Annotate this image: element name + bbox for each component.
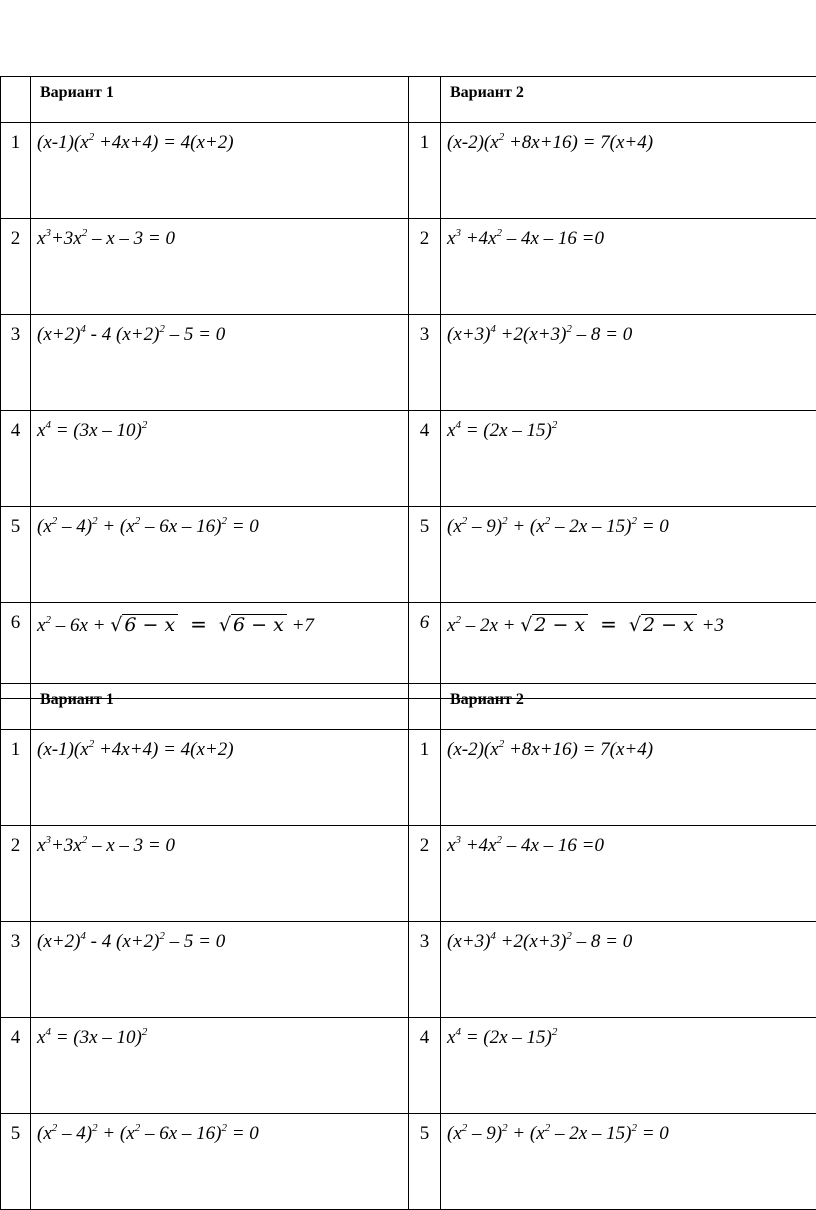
empty-cell (1, 77, 31, 123)
equation: $(x-2)(x^2 +8x+16) = 7(x+4)$ (441, 123, 816, 219)
task-row (1, 411, 816, 507)
header-row (1, 77, 816, 123)
equation: $(x+2)^4 - 4$ $(x+2)^2 - 5 = 0$ (31, 315, 409, 411)
header-row (1, 684, 816, 730)
task-number: 1 (409, 123, 441, 219)
task-number: 4 (409, 411, 441, 507)
variant-1-header: Вариант 1 (31, 684, 409, 730)
equation: $(x-1)(x^2 +4x+4) = 4(x+2)$ (31, 123, 409, 219)
task-number: 4 (1, 411, 31, 507)
task-row (1, 826, 816, 922)
equation: $x^4 = (3x - 10)^2$ (31, 1018, 409, 1114)
task-number: 2 (1, 826, 31, 922)
task-row (1, 123, 816, 219)
variant-2-header: Вариант 2 (441, 684, 816, 730)
worksheet-table-1 (0, 76, 816, 699)
task-number: 2 (409, 826, 441, 922)
equation: $x^2 - 6x$ + √ 6 − x = √ 6 − x +7 (31, 603, 409, 699)
task-row (1, 730, 816, 826)
task-number: 4 (409, 1018, 441, 1114)
equation: $(x-2)(x^2 +8x+16) = 7(x+4)$ (441, 730, 816, 826)
task-number: 3 (1, 315, 31, 411)
task-number: 6 (1, 603, 31, 699)
task-number: 5 (409, 1114, 441, 1210)
equation: $x^3 +4x^2 - 4x - 16 =0$ (441, 826, 816, 922)
variant-2-header: Вариант 2 (441, 77, 816, 123)
equation: $x^3+3x^2 - x - 3 = 0$ (31, 826, 409, 922)
task-row (1, 507, 816, 603)
equation: $(x+3)^4 +2(x+3)^2 - 8 = 0$ (441, 315, 816, 411)
worksheet-table-2 (0, 683, 816, 1210)
task-row (1, 1114, 816, 1210)
equation: $x^3+3x^2 - x - 3 = 0$ (31, 219, 409, 315)
equation: $x^2 - 2x$ + √ 2 − x = √ 2 − x +3 (441, 603, 816, 699)
empty-cell (409, 684, 441, 730)
empty-cell (1, 684, 31, 730)
equation: $x^3 +4x^2 - 4x - 16 =0$ (441, 219, 816, 315)
equation: $(x^2 - 9)^2 + (x^2 - 2x - 15)^2 = 0$ (441, 507, 816, 603)
task-number: 3 (1, 922, 31, 1018)
task-number: 1 (1, 730, 31, 826)
task-number: 3 (409, 315, 441, 411)
empty-cell (409, 77, 441, 123)
task-number: 4 (1, 1018, 31, 1114)
equation: $(x^2 - 4)^2 + (x^2 - 6x - 16)^2 = 0$ (31, 507, 409, 603)
task-number: 2 (409, 219, 441, 315)
equation: $x^4 = (3x - 10)^2$ (31, 411, 409, 507)
task-number: 1 (409, 730, 441, 826)
task-number: 3 (409, 922, 441, 1018)
task-number: 5 (1, 507, 31, 603)
task-number: 5 (1, 1114, 31, 1210)
task-number: 2 (1, 219, 31, 315)
square-root: √ 6 − x (219, 614, 287, 636)
task-number: 6 (409, 603, 441, 699)
task-number: 5 (409, 507, 441, 603)
square-root: √ 2 − x (629, 614, 697, 636)
task-row (1, 219, 816, 315)
equation: $x^4 = (2x - 15)^2$ (441, 1018, 816, 1114)
square-root: √ 2 − x (520, 614, 588, 636)
equation: $x^4 = (2x - 15)^2$ (441, 411, 816, 507)
task-row (1, 1018, 816, 1114)
square-root: √ 6 − x (110, 614, 178, 636)
task-row (1, 315, 816, 411)
task-row (1, 922, 816, 1018)
equation: $(x^2 - 4)^2 + (x^2 - 6x - 16)^2 = 0$ (31, 1114, 409, 1210)
equation: $(x-1)(x^2 +4x+4) = 4(x+2)$ (31, 730, 409, 826)
equation: $(x^2 - 9)^2 + (x^2 - 2x - 15)^2 = 0$ (441, 1114, 816, 1210)
equation: $(x+3)^4 +2(x+3)^2 - 8 = 0$ (441, 922, 816, 1018)
task-number: 1 (1, 123, 31, 219)
variant-1-header: Вариант 1 (31, 77, 409, 123)
equation: $(x+2)^4 - 4$ $(x+2)^2 - 5 = 0$ (31, 922, 409, 1018)
